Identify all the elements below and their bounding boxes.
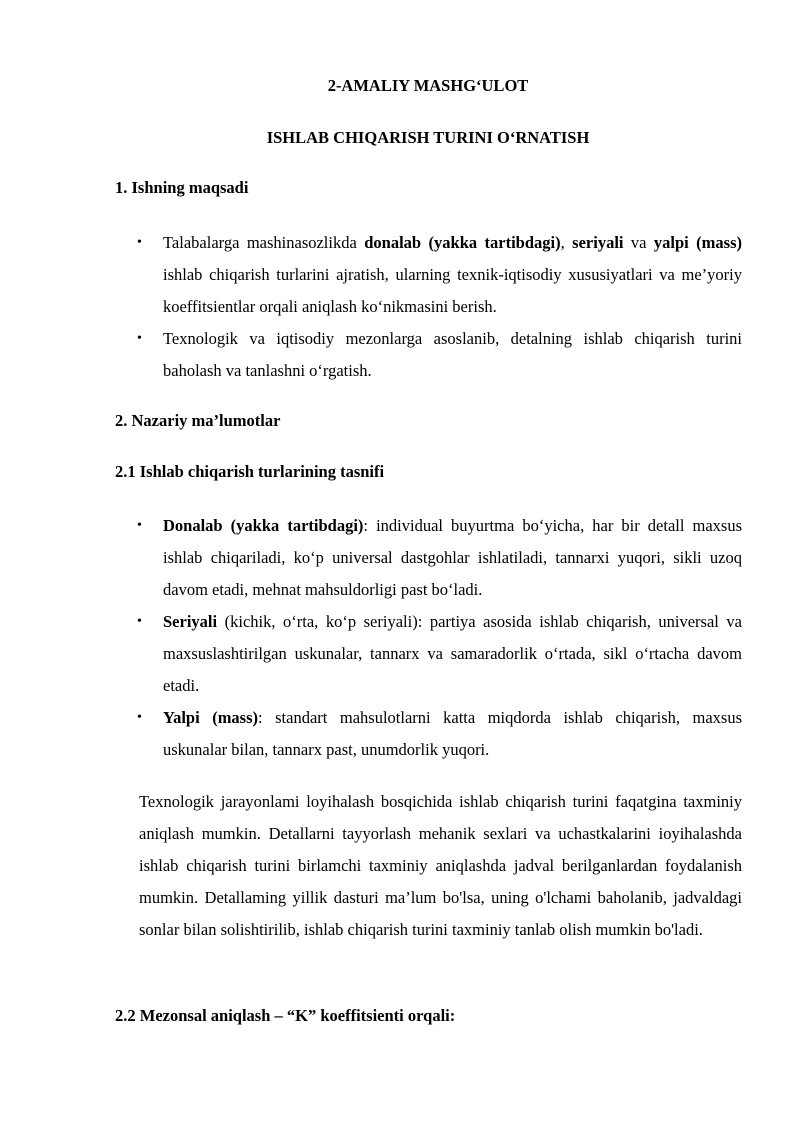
bullet-icon: • (137, 235, 142, 250)
section-heading-k-coefficient: 2.2 Mezonsal aniqlash – “K” koeffitsienti orqali: (115, 1006, 456, 1025)
section-heading-theory: 2. Nazariy ma’lumotlar (115, 411, 281, 430)
page-title: 2-AMALIY MASHG‘ULOT (327, 76, 529, 95)
list-item-bold: yalpi (mass) (653, 233, 743, 252)
list-item-bold: donalab (yakka tartibdagi) (364, 233, 561, 252)
list-item-text: : standart mahsulotlarni katta miqdorda ishlab chiqarish, maxsus uskunalar bilan, tannarx past, unumdorlik yuqori. (163, 708, 742, 759)
list-item (115, 702, 742, 766)
classification-list (115, 510, 742, 766)
list-item (115, 323, 742, 387)
list-item-bold: Seriyali (163, 612, 218, 631)
bullet-icon: • (137, 518, 142, 533)
list-item-bold: Yalpi (mass) (163, 708, 259, 727)
section-heading-classification: 2.1 Ishlab chiqarish turlarining tasnifi (115, 462, 385, 481)
list-item (115, 227, 742, 323)
list-item-text: : individual buyurtma bo‘yicha, har bir detall maxsus ishlab chiqariladi, ko‘p universal dastgohlar ishlatiladi, tannarxi yuqori, sikli uzoq davom etadi, mehnat mahsuldorligi past bo‘ladi. (163, 516, 743, 599)
list-item (115, 606, 742, 702)
page-subtitle: ISHLAB CHIQARISH TURINI O‘RNATISH (266, 128, 590, 147)
goal-list (115, 227, 742, 387)
list-item-text: (kichik, o‘rta, ko‘p seriyali): partiya asosida ishlab chiqarish, universal va maxsuslashtirilgan uskunalar, tannarx va samaradorlik o‘rtada, sikl o‘rtacha davom etadi. (163, 612, 742, 695)
body-paragraph: Texnologik jarayonlami loyihalash bosqichida ishlab chiqarish turini faqatgina taxminiy aniqlash mumkin. Detallarni tayyorlash mehanik sexlari va uchastkalarini ioyihalashda ishlab chiqarish turini birlamchi taxminiy aniqlashda jadval berilganlardan foydalanish mumkin. Detallaming yillik dasturi ma’lum bo'lsa, uning o'lchami baholanib, jadvaldagi sonlar bilan solishtirilib, ishlab chiqarish turini taxminiy tanlab olish mumkin bo'ladi. (139, 792, 742, 939)
section-heading-goal: 1. Ishning maqsadi (115, 178, 249, 197)
list-item-text: , (560, 233, 573, 252)
list-item-text: Talabalarga mashinasozlikda (163, 233, 365, 252)
list-item-text: Texnologik va iqtisodiy mezonlarga asoslanib, detalning ishlab chiqarish turini baholash va tanlashni o‘rgatish. (163, 329, 742, 380)
list-item-text: va (623, 233, 654, 252)
bullet-icon: • (137, 331, 142, 346)
bullet-icon: • (137, 710, 142, 725)
list-item (115, 510, 742, 606)
list-item-bold: seriyali (572, 233, 624, 252)
list-item-bold: Donalab (yakka tartibdagi) (163, 516, 364, 535)
list-item-text: ishlab chiqarish turlarini ajratish, ularning texnik-iqtisodiy xususiyatlari va me’yoriy koeffitsientlar orqali aniqlash ko‘nikmasini berish. (163, 265, 742, 316)
bullet-icon: • (137, 614, 142, 629)
